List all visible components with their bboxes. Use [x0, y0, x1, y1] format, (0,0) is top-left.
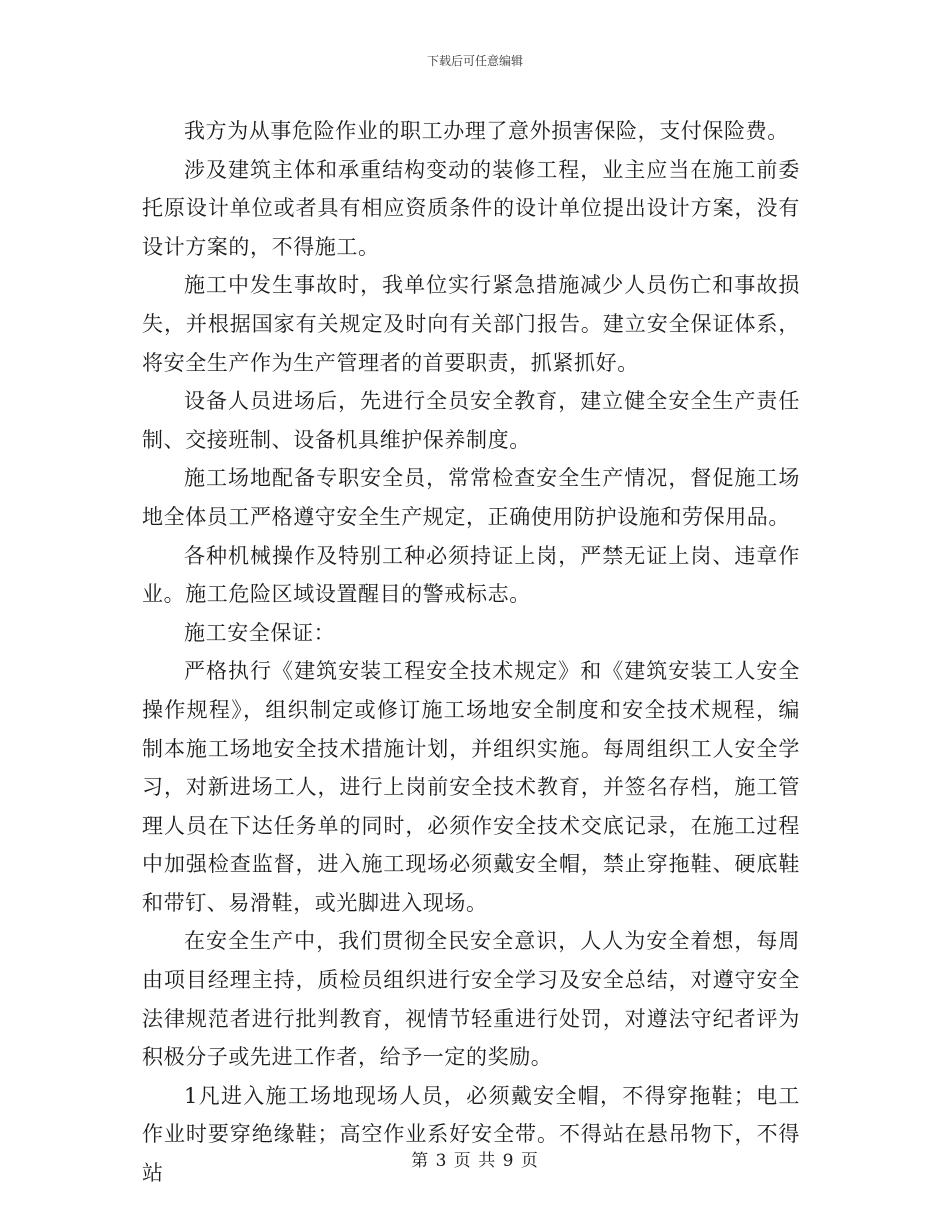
paragraph-safety-awareness: 在安全生产中，我们贯彻全民安全意识，人人为安全着想，每周由项目经理主持，质检员组织进行安全学习及安全总结，对遵守安全法律规范者进行批判教育，视情节轻重进行处罚，对遵法守纪者评为积极分子或先进工作者，给予一定的奖励。 [142, 929, 800, 1070]
page-header: 下载后可任意编辑 [426, 54, 523, 68]
paragraph-safety-officer: 施工场地配备专职安全员，常常检查安全生产情况，督促施工场地全体员工严格遵守安全生产规定，正确使用防护设施和劳保用品。 [142, 466, 800, 529]
page-footer: 第 3 页 共 9 页 [411, 1151, 539, 1171]
paragraph-regulations: 严格执行《建筑安装工程安全技术规定》和《建筑安装工人安全操作规程》，组织制定或修订施工场地安全制度和安全技术规程，编制本施工场地安全技术措施计划，并组织实施。每周组织工人安全学习，对新进场工人，进行上岗前安全技术教育，并签名存档，施工管理人员在下达任务单的同时，必须作安全技术交底记录，在施工过程中加强检查监督，进入施工现场必须戴安全帽，禁止穿拖鞋、硬底鞋和带钉、易滑鞋，或光脚进入现场。 [142, 659, 800, 915]
paragraph-site-rules: 1凡进入施工场地现场人员，必须戴安全帽，不得穿拖鞋；电工作业时要穿绝缘鞋；高空作业系好安全带。不得站在悬吊物下，不得站 [142, 1083, 800, 1186]
paragraph-safety-education: 设备人员进场后，先进行全员安全教育，建立健全安全生产责任制、交接班制、设备机具维护保养制度。 [142, 389, 800, 452]
document-body [142, 112, 800, 1193]
paragraph-section-heading: 施工安全保证： [184, 620, 336, 645]
paragraph-accident-response: 施工中发生事故时，我单位实行紧急措施减少人员伤亡和事故损失，并根据国家有关规定及时向有关部门报告。建立安全保证体系，将安全生产作为生产管理者的首要职责，抓紧抓好。 [142, 273, 800, 375]
paragraph-certified-operation: 各种机械操作及特别工种必须持证上岗，严禁无证上岗、违章作业。施工危险区域设置醒目的警戒标志。 [142, 543, 800, 607]
paragraph-insurance: 我方为从事危险作业的职工办理了意外损害保险，支付保险费。 [184, 119, 789, 143]
paragraph-design-plan: 涉及建筑主体和承重结构变动的装修工程，业主应当在施工前委托原设计单位或者具有相应资质条件的设计单位提出设计方案，没有设计方案的，不得施工。 [142, 157, 800, 259]
